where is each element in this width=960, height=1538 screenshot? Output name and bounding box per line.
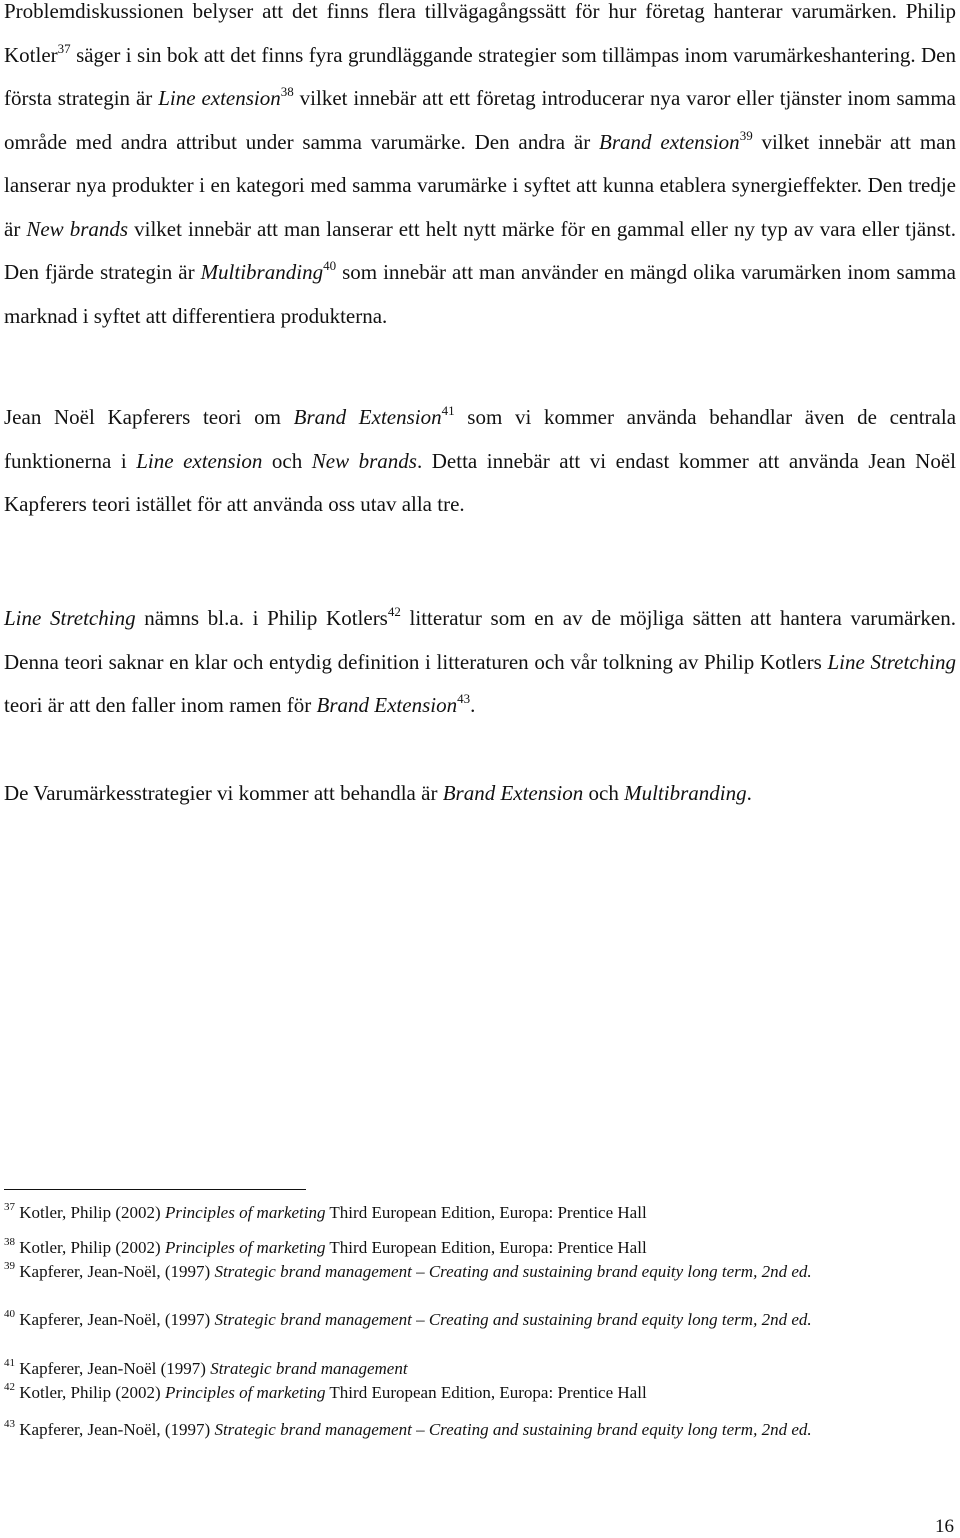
- footnote-separator: [4, 1189, 306, 1190]
- footnote-reference: 38: [280, 84, 294, 99]
- footnote-reference: 40: [323, 258, 337, 273]
- italic-term: Strategic brand management – Creating and sustaining brand equity long term, 2nd ed.: [214, 1262, 812, 1281]
- footnote-reference: 41: [441, 403, 455, 418]
- paragraph-conclusion: De Varumärkesstrategier vi kommer att behandla är Brand Extension och Multibranding.: [4, 781, 752, 805]
- italic-term: Multibranding: [624, 781, 747, 805]
- italic-term: Line Stretching: [827, 649, 956, 674]
- footnote: $^{43}$ Kapferer, Jean-Noël, (1997) Strategic brand management – Creating and sustaining brand equity long term, 2nd ed.: [4, 1418, 812, 1439]
- italic-term: New brands: [311, 448, 417, 473]
- footnote-reference: 39: [739, 127, 753, 143]
- paragraph-strategies: Problemdiskussionen belyser att det finns flera tillvägagångssätt för hur företag hanterar varumärken. Philip Kotler$^{37}$ säger i sin bok att det finns fyra grundläggande strategier som tillämpas inom varumärkeshantering. Den första strategin är Line extension$^{38}$ vilket innebär att ett företag introducerar nya varor eller tjänster inom samma område med andra attribut under samma varumärke. Den andra är Brand extension$^{39}$ vilket innebär att man lanserar nya produkter i en kategori med samma varumärke i syftet att kunna etablera synergieffekter. Den tredje är New brands vilket innebär att man lanserar ett helt nytt märke för en gammal eller ny typ av vara eller tjänst. Den fjärde strategin är Multibranding$^{40}$ som innebär att man använder en mängd olika varumärken inom samma marknad i syftet att differentiera produkterna.: [4, 0, 956, 328]
- footnote: $^{40}$ Kapferer, Jean-Noël, (1997) Strategic brand management – Creating and sustaining brand equity long term, 2nd ed.: [4, 1308, 812, 1329]
- italic-term: Strategic brand management – Creating and sustaining brand equity long term, 2nd ed.: [214, 1420, 812, 1439]
- italic-term: Line extension: [158, 86, 281, 110]
- italic-term: Principles of marketing: [164, 1383, 326, 1402]
- italic-term: Multibranding: [200, 260, 324, 284]
- footnote-number: 43: [4, 1418, 15, 1431]
- footnote-number: 40: [4, 1308, 15, 1321]
- footnote: $^{41}$ Kapferer, Jean-Noël (1997) Strategic brand management: [4, 1357, 408, 1378]
- footnote-number: 38: [4, 1236, 15, 1249]
- footnote: $^{39}$ Kapferer, Jean-Noël, (1997) Strategic brand management – Creating and sustaining brand equity long term, 2nd ed.: [4, 1260, 812, 1281]
- footnote-reference: 37: [57, 40, 71, 56]
- italic-term: Principles of marketing: [164, 1238, 326, 1257]
- italic-term: Brand extension: [599, 129, 740, 154]
- italic-term: Strategic brand management: [210, 1359, 408, 1378]
- page-number: 16: [935, 1516, 954, 1537]
- paragraph-line-stretching: Line Stretching nämns bl.a. i Philip Kotlers$^{42}$ litteratur som en av de möjliga sätten att hantera varumärken. Denna teori saknar en klar och entydig definition i litteraturen och vår tolkning av Philip Kotlers Line Stretching teori är att den faller inom ramen för Brand Extension$^{43}$.: [4, 604, 956, 717]
- footnote: $^{37}$ Kotler, Philip (2002) Principles of marketing Third European Edition, Europa: Prentice Hall: [4, 1201, 647, 1222]
- footnote-number: 42: [4, 1381, 15, 1394]
- italic-term: Line Stretching: [4, 606, 136, 630]
- footnote-reference: 43: [457, 691, 471, 706]
- italic-term: Brand Extension: [316, 693, 458, 717]
- italic-term: Strategic brand management – Creating and sustaining brand equity long term, 2nd ed.: [214, 1310, 812, 1329]
- footnote-number: 41: [4, 1357, 15, 1370]
- footnote-reference: 42: [387, 604, 401, 619]
- italic-term: Brand Extension: [293, 405, 442, 429]
- italic-term: Line extension: [136, 448, 263, 473]
- italic-term: Principles of marketing: [164, 1203, 326, 1222]
- italic-term: New brands: [26, 216, 129, 241]
- paragraph-kapferer: Jean Noël Kapferers teori om Brand Extension$^{41}$ som vi kommer använda behandlar även de centrala funktionerna i Line extension och New brands. Detta innebär att vi endast kommer att använda Jean Noël Kapferers teori istället för att använda oss utav alla tre.: [4, 403, 957, 516]
- footnote-number: 37: [4, 1201, 15, 1214]
- italic-term: Brand Extension: [442, 781, 584, 805]
- footnote: $^{42}$ Kotler, Philip (2002) Principles of marketing Third European Edition, Europa: Prentice Hall: [4, 1381, 647, 1402]
- footnote: $^{38}$ Kotler, Philip (2002) Principles of marketing Third European Edition, Europa: Prentice Hall: [4, 1236, 647, 1257]
- footnote-number: 39: [4, 1260, 15, 1273]
